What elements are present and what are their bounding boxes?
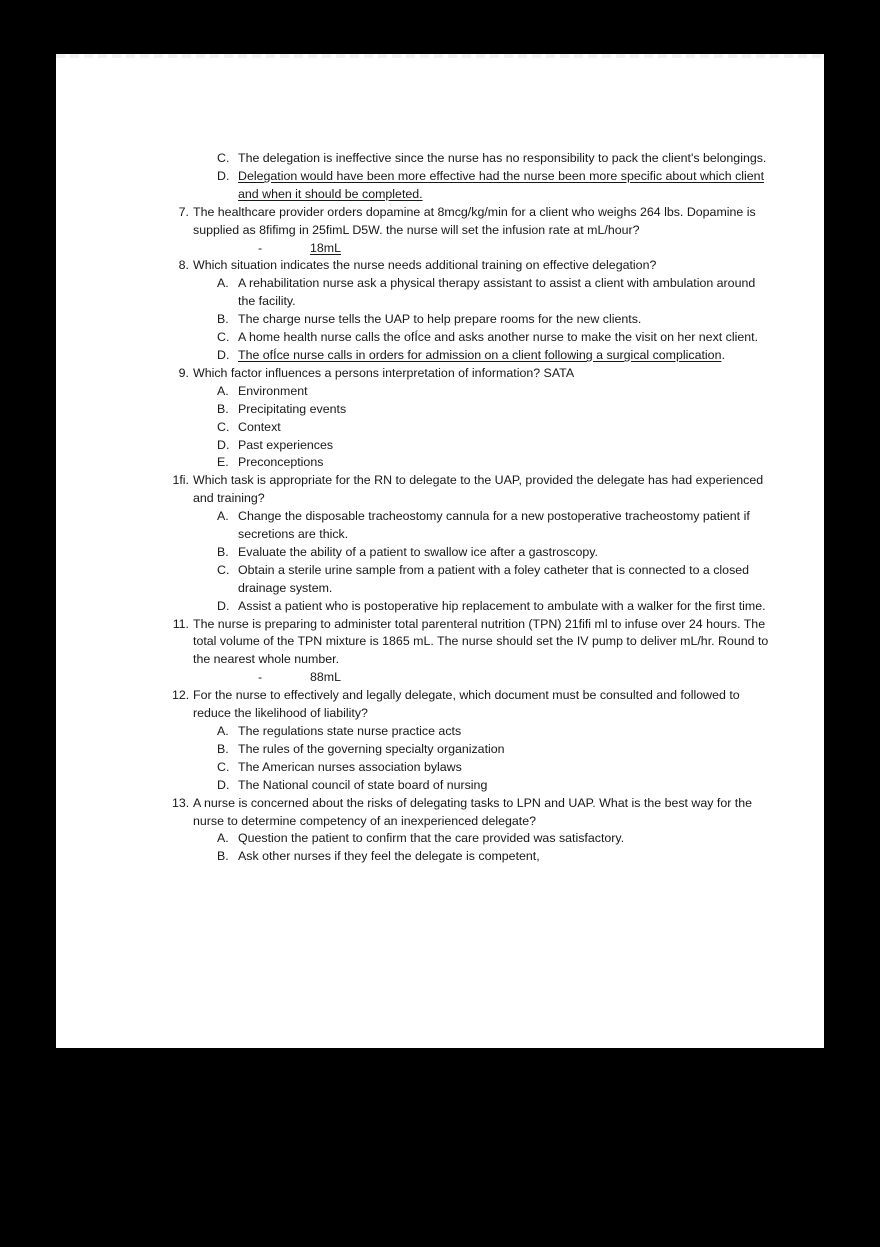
- option-letter: A.: [217, 276, 229, 291]
- option-letter: B.: [217, 544, 229, 559]
- answer-value: 88mL: [310, 670, 341, 685]
- option-text: The National council of state board of nursing: [238, 777, 488, 792]
- option-text: Change the disposable tracheostomy cannula for a new postoperative tracheostomy patient if secretions are thick.: [238, 509, 750, 542]
- option-text: [238, 347, 772, 365]
- question-item: [172, 472, 772, 508]
- option-item: [172, 759, 772, 777]
- option-list: [172, 383, 772, 473]
- question-number: 9.: [178, 365, 189, 380]
- option-trailing-punctuation: .: [721, 347, 725, 362]
- option-text: Preconceptions: [238, 455, 324, 470]
- question-number: 1fi.: [172, 473, 189, 488]
- option-text: Assist a patient who is postoperative hip replacement to ambulate with a walker for the first time.: [238, 598, 766, 613]
- option-item: [172, 544, 772, 562]
- question-text: Which factor influences a persons interpretation of information? SATA: [193, 365, 575, 380]
- question-number: 12.: [172, 688, 190, 703]
- question-number: 8.: [178, 258, 189, 273]
- option-list: [172, 508, 772, 615]
- option-item: [172, 150, 772, 168]
- question-item: [172, 616, 772, 670]
- option-letter: B.: [217, 849, 229, 864]
- option-item: [172, 777, 772, 795]
- option-list: [172, 723, 772, 795]
- answer-line: [172, 669, 772, 687]
- answer-dash: -: [258, 240, 263, 255]
- option-letter: A.: [217, 383, 229, 398]
- option-letter: D.: [217, 777, 230, 792]
- option-item: [172, 419, 772, 437]
- option-text: Delegation would have been more effective had the nurse been more specific about which client and when it should be completed.: [238, 168, 765, 201]
- option-list: [172, 275, 772, 365]
- option-letter: D.: [217, 347, 230, 362]
- question-item: [172, 257, 772, 275]
- scanned-page-sheet: [56, 54, 824, 1048]
- question-item: [172, 795, 772, 831]
- option-letter: A.: [217, 509, 229, 524]
- option-letter: C.: [217, 562, 230, 577]
- option-letter: C.: [217, 419, 230, 434]
- option-text: The charge nurse tells the UAP to help prepare rooms for the new clients.: [238, 312, 642, 327]
- option-letter: B.: [217, 741, 229, 756]
- question-number: 11.: [172, 616, 189, 631]
- option-letter: A.: [217, 724, 229, 738]
- option-text: The regulations state nurse practice acts: [238, 724, 462, 738]
- question-text: The nurse is preparing to administer total parenteral nutrition (TPN) 21fifi ml to infuse over 24 hours. The total volume of the TPN mixture is 1865 mL. The nurse should set the IV pump to deliver mL/hr. Round to the nearest whole number.: [193, 616, 769, 667]
- answer-dash: -: [258, 670, 263, 685]
- option-item: [172, 329, 772, 347]
- option-item: [172, 848, 772, 866]
- option-text: Question the patient to confirm that the care provided was satisfactory.: [238, 831, 625, 846]
- option-letter: A.: [217, 831, 229, 846]
- option-text: Environment: [238, 383, 308, 398]
- option-letter: C.: [217, 759, 230, 774]
- option-item: [172, 830, 772, 848]
- question-number: 13.: [172, 795, 190, 810]
- option-item: [172, 723, 772, 741]
- option-item: [172, 311, 772, 329]
- question-text: A nurse is concerned about the risks of delegating tasks to LPN and UAP. What is the best way for the nurse to determine competency of an inexperienced delegate?: [193, 795, 753, 828]
- option-list: [172, 830, 772, 866]
- option-text: The American nurses association bylaws: [238, 759, 462, 774]
- question-item: [172, 365, 772, 383]
- option-text: The delegation is ineffective since the nurse has no responsibility to pack the client's belongings.: [238, 151, 767, 165]
- option-letter: C.: [217, 151, 230, 165]
- option-letter: D.: [217, 168, 230, 183]
- option-item: [172, 168, 772, 204]
- option-text: The rules of the governing specialty organization: [238, 741, 505, 756]
- option-text: Context: [238, 419, 281, 434]
- question-text: Which task is appropriate for the RN to delegate to the UAP, provided the delegate has had experienced and training?: [193, 473, 764, 506]
- option-item: [172, 347, 772, 365]
- option-item: [172, 383, 772, 401]
- scanner-edge-band: [56, 54, 824, 58]
- question-text: The healthcare provider orders dopamine at 8mcg/kg/min for a client who weighs 264 lbs. Dopamine is supplied as 8fifimg in 25fimL D5W. the nurse will set the infusion rate at mL/hour?: [193, 204, 756, 237]
- option-letter: B.: [217, 401, 229, 416]
- option-item: [172, 401, 772, 419]
- option-item: [172, 275, 772, 311]
- option-item: [172, 562, 772, 598]
- option-letter: D.: [217, 598, 230, 613]
- question-text: For the nurse to effectively and legally delegate, which document must be consulted and followed to reduce the likelihood of liability?: [193, 688, 740, 721]
- option-text-underlined: The ofÍce nurse calls in orders for admission on a client following a surgical complication: [238, 347, 722, 362]
- option-text: Evaluate the ability of a patient to swallow ice after a gastroscopy.: [238, 544, 598, 559]
- option-text: Ask other nurses if they feel the delegate is competent,: [238, 849, 540, 864]
- answer-value: 18mL: [310, 240, 341, 255]
- question-number: 7.: [178, 204, 189, 219]
- option-text: A home health nurse calls the ofÍce and asks another nurse to make the visit on her next client.: [238, 330, 759, 345]
- question-item: [172, 204, 772, 240]
- option-letter: D.: [217, 437, 230, 452]
- option-letter: C.: [217, 330, 230, 345]
- question-item: [172, 687, 772, 723]
- answer-line: [172, 240, 772, 258]
- option-item: [172, 598, 772, 616]
- option-item: [172, 454, 772, 472]
- option-text: Past experiences: [238, 437, 334, 452]
- option-letter: B.: [217, 312, 229, 327]
- option-text: Precipitating events: [238, 401, 347, 416]
- option-item: [172, 741, 772, 759]
- option-text: A rehabilitation nurse ask a physical therapy assistant to assist a client with ambulation around the facility.: [238, 276, 756, 309]
- option-item: [172, 508, 772, 544]
- option-item: [172, 437, 772, 455]
- option-letter: E.: [217, 455, 229, 470]
- document-body: [172, 150, 772, 866]
- question-text: Which situation indicates the nurse needs additional training on effective delegation?: [193, 258, 657, 273]
- option-text: Obtain a sterile urine sample from a patient with a foley catheter that is connected to a closed drainage system.: [238, 562, 750, 595]
